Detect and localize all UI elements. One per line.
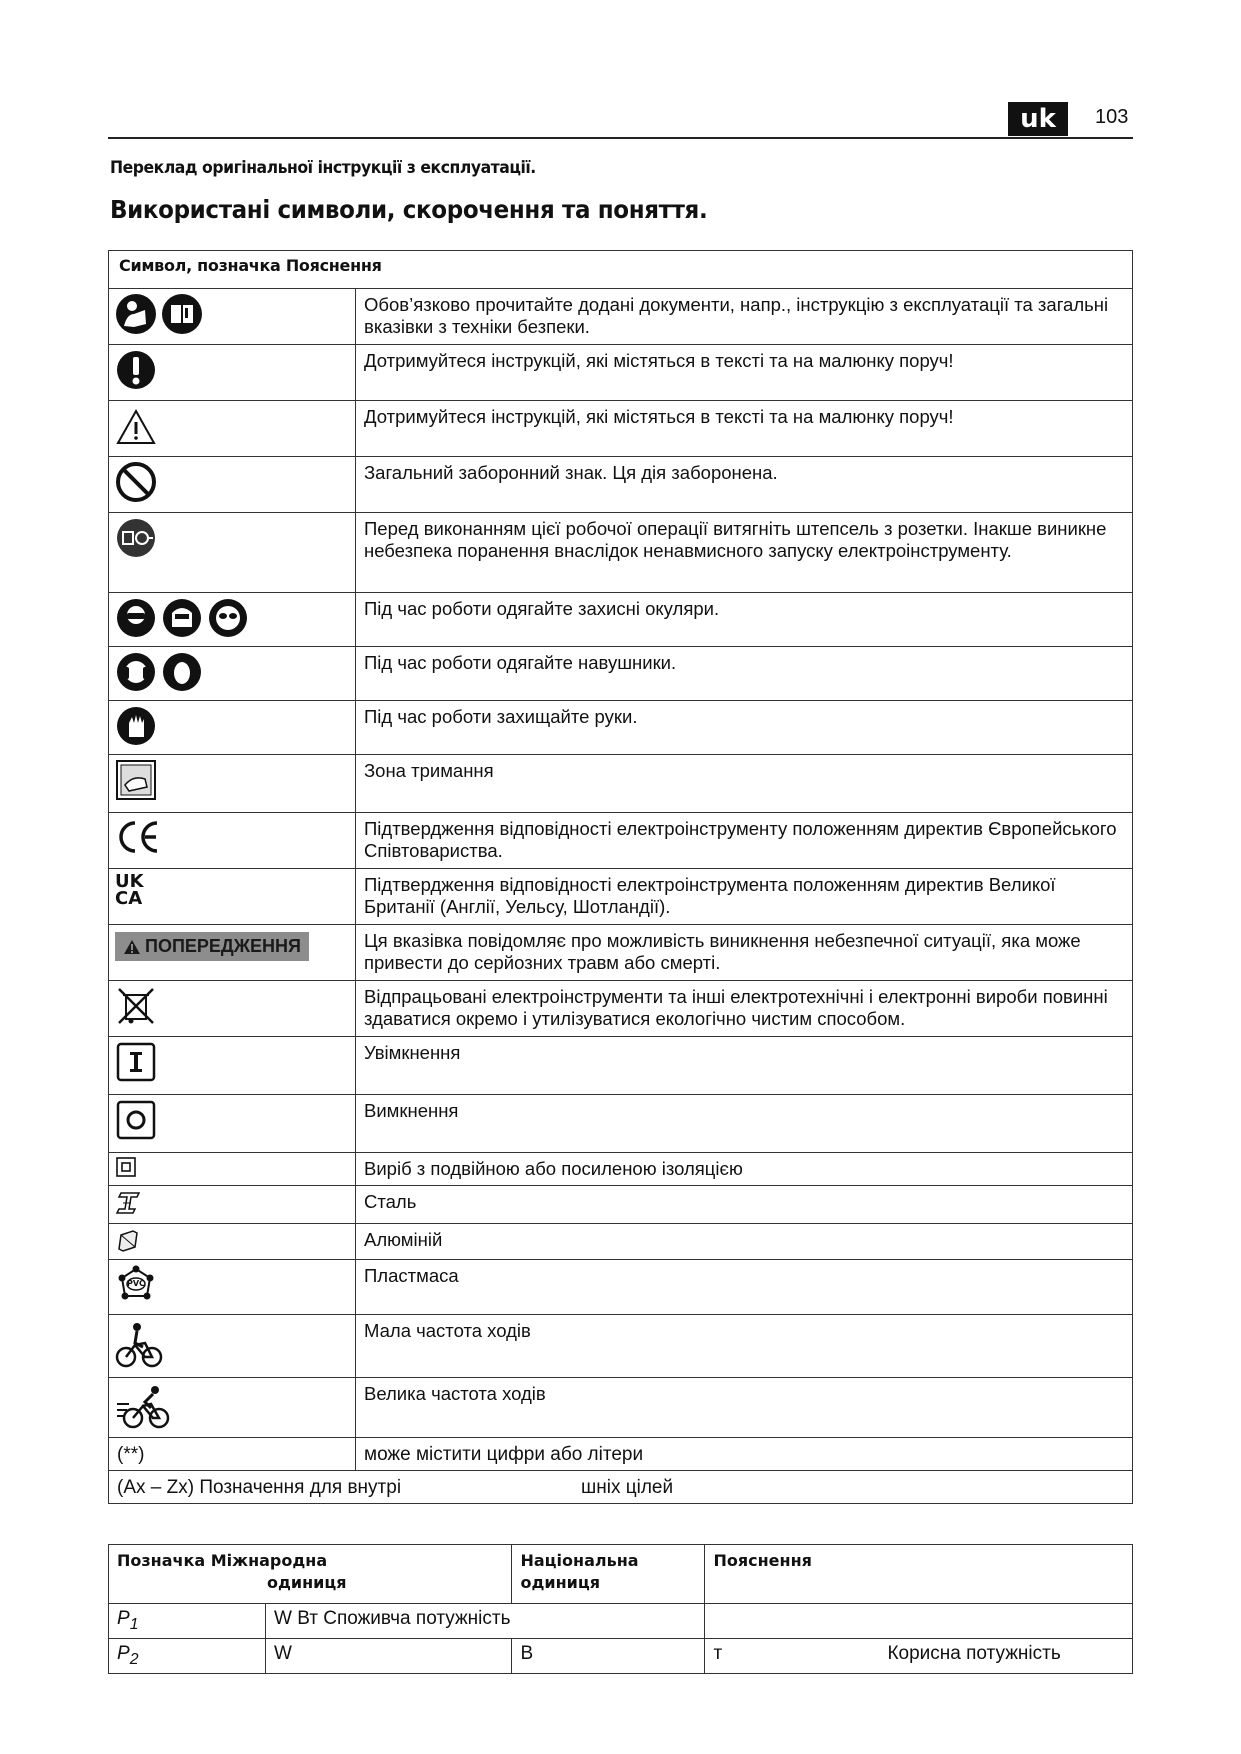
table-row-text: Обов’язково прочитайте додані документи, напр., інструкцію з експлуатації та загальні вказівки з техніки безпеки. [356,289,1133,345]
subtitle: Переклад оригінальної інструкції з експлуатації. [110,158,536,178]
units-header-symbol-intl [109,1545,512,1604]
weee-bin-icon [115,985,349,1027]
unit-symbol [109,1639,266,1674]
manual-book-icon [161,293,203,335]
internal-designation-tail: шніх цілей [581,1477,674,1498]
table-row-icons [109,1224,356,1260]
table-row-icons [109,755,356,813]
read-manual-icon [115,293,157,335]
unit-explanation [705,1639,1133,1674]
units-header-national-sub: одиниця [520,1573,601,1592]
unit-symbol-sub: 2 [129,1650,139,1668]
page-number: 103 [1095,106,1129,128]
unit-row-text: W Вт Споживча потужність [266,1604,705,1639]
table-row-text: Під час роботи одягайте захисні окуляри. [356,593,1133,647]
symbols-table [108,250,1133,1504]
exclamation-icon [115,349,349,391]
units-header-national-label: Національна [520,1551,639,1570]
plastic-pvc-icon [115,1264,157,1306]
symbols-table-header: Символ, позначка Пояснення [109,251,1133,289]
table-row-icons [109,1378,356,1438]
ukca-line-1: UK [115,871,144,892]
unit-row-empty [705,1604,1133,1639]
ukca-line-2: CA [115,888,143,909]
table-row-icons [109,869,356,925]
table-row-text: Пластмаса [356,1260,1133,1315]
table-row-text: Загальний заборонний знак. Ця дія заборонена. [356,457,1133,513]
table-row-text: Дотримуйтеся інструкцій, які містяться в тексті та на малюнку поруч! [356,345,1133,401]
face-shield-icon [161,597,203,639]
table-row-text: Мала частота ходів [356,1315,1133,1378]
table-row-text: Відпрацьовані електроінструменти та інші електротехнічні і електронні вироби повинні здаватися окремо і утилізуватися екологічно чистим способом. [356,981,1133,1037]
pvc-label: PVC [127,1279,145,1288]
warning-label-text: ПОПЕРЕДЖЕННЯ [145,936,301,956]
double-insulation-icon [115,1156,349,1178]
warning-triangle-icon [115,405,349,447]
table-row-icons [109,1095,356,1153]
page-title: Використані символи, скорочення та поняття. [110,195,708,224]
earmuffs-icon [161,651,203,693]
table-row-icons [109,1153,356,1186]
low-stroke-rate-icon [115,1319,349,1369]
table-row-icons [109,1186,356,1224]
language-badge: uk [1008,102,1068,136]
unit-symbol-sub: 1 [129,1615,139,1633]
unplug-icon [115,517,349,559]
internal-designation-text: (Ax – Zx) Позначення для внутрі [117,1477,402,1498]
aluminium-icon [115,1227,349,1253]
unit-symbol-letter: P [117,1643,130,1664]
unit-symbol [109,1604,266,1639]
table-row-text: Сталь [356,1186,1133,1224]
units-header-symbol-label: Позначка Міжнародна [117,1551,328,1570]
unit-explanation-text: Корисна потужність [887,1643,1061,1664]
grip-zone-icon [115,759,349,801]
table-row-icons [109,457,356,513]
warning-label [115,932,309,961]
table-row-text: Перед виконанням цієї робочої операції витягніть штепсель з розетки. Інакше виникне небезпека поранення внаслідок ненавмисного запуску електроінструменту. [356,513,1133,593]
header-rule [108,137,1133,139]
ukca-mark-icon [115,873,144,907]
ce-mark-icon [115,817,349,857]
table-row-icons [109,813,356,869]
unit-symbol-letter: P [117,1608,130,1629]
table-row-text: Підтвердження відповідності електроінструмента положенням директив Великої Британії (Англії, Уельсу, Шотландії). [356,869,1133,925]
table-row-icons [109,345,356,401]
unit-national-tail: т [713,1643,723,1664]
table-row-icons [109,401,356,457]
table-row-text: Велика частота ходів [356,1378,1133,1438]
ear-protection-icon [115,651,157,693]
glasses-icon [207,597,249,639]
steel-icon [115,1189,349,1217]
table-row-icons [109,925,356,981]
gloves-icon [115,705,349,747]
prohibition-icon [115,461,349,503]
footnote-symbol: (**) [109,1438,356,1471]
units-header-intl-sub: одиниця [267,1573,347,1592]
table-row-text: Увімкнення [356,1037,1133,1095]
table-row-icons [109,1315,356,1378]
table-row-icons [109,513,356,593]
table-row-icons [109,289,356,345]
internal-designation-row [109,1471,1133,1504]
table-row-text: Під час роботи захищайте руки. [356,701,1133,755]
table-row-icons [109,1260,356,1315]
table-row-icons [109,647,356,701]
units-header-national [512,1545,705,1604]
table-row-icons [109,701,356,755]
table-row-text: Ця вказівка повідомляє про можливість виникнення небезпечної ситуації, яка може привести до серйозних травм або смерті. [356,925,1133,981]
warning-triangle-icon [123,939,141,955]
unit-intl: W [266,1639,512,1674]
power-on-icon [115,1041,349,1083]
footnote-text: може містити цифри або літери [356,1438,1133,1471]
table-row-text: Підтвердження відповідності електроінструменту положенням директив Європейського Співтовариства. [356,813,1133,869]
units-header-explanation: Пояснення [705,1545,1133,1604]
table-row-text: Зона тримання [356,755,1133,813]
safety-goggles-icon [115,597,157,639]
unit-national: В [512,1639,705,1674]
power-off-icon [115,1099,349,1141]
table-row-icons [109,1037,356,1095]
table-row-text: Вимкнення [356,1095,1133,1153]
table-row-text: Під час роботи одягайте навушники. [356,647,1133,701]
table-row-icons [109,593,356,647]
table-row-text: Дотримуйтеся інструкцій, які містяться в тексті та на малюнку поруч! [356,401,1133,457]
units-table [108,1544,1133,1674]
high-stroke-rate-icon [115,1382,349,1430]
table-row-text: Алюміній [356,1224,1133,1260]
table-row-text: Виріб з подвійною або посиленою ізоляцією [356,1153,1133,1186]
table-row-icons [109,981,356,1037]
